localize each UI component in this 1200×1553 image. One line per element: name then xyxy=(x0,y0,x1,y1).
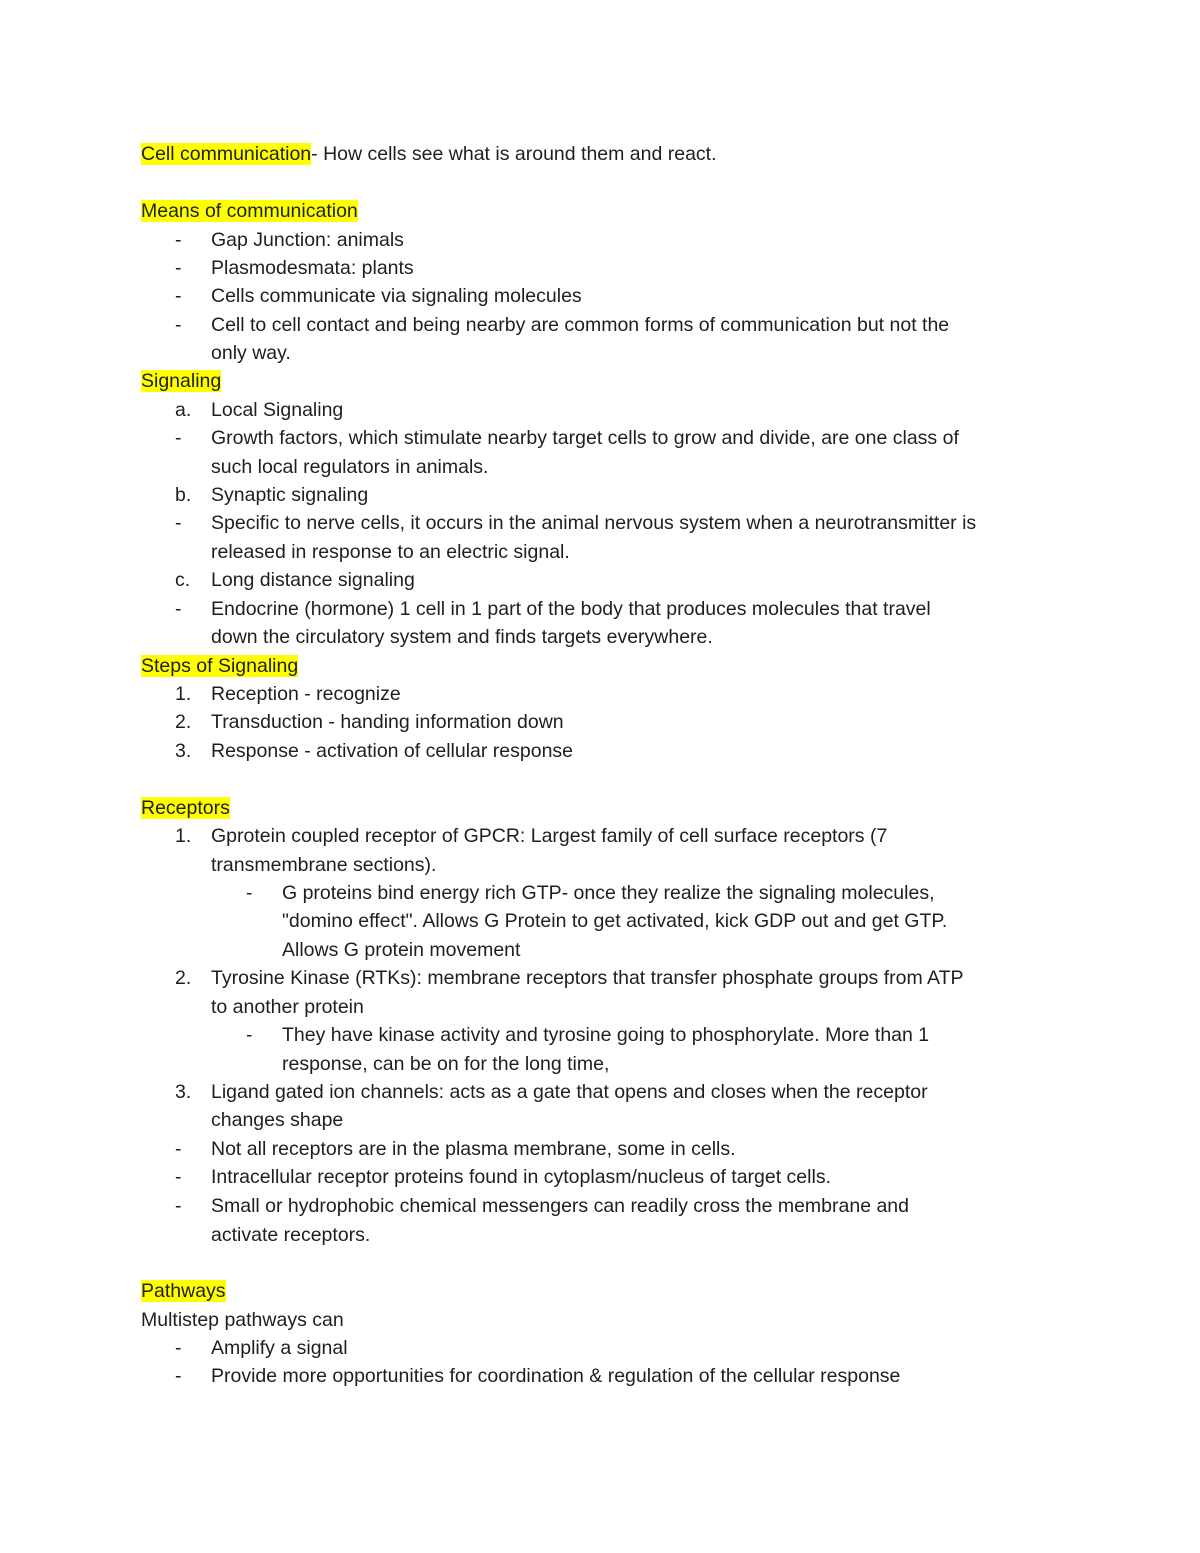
list-item: Local Signaling xyxy=(211,399,344,421)
list-marker: 3. xyxy=(175,1081,192,1103)
list-item-line: released in response to an electric signal. xyxy=(211,541,570,563)
list-item: Intracellular receptor proteins found in cytoplasm/nucleus of target cells. xyxy=(211,1166,831,1188)
receptors-heading: Receptors xyxy=(141,797,230,819)
sub-list-item-line: Allows G protein movement xyxy=(282,939,521,961)
list-item: Provide more opportunities for coordination & regulation of the cellular response xyxy=(211,1365,901,1387)
list-item-line: activate receptors. xyxy=(211,1224,371,1246)
sub-list-item-line: They have kinase activity and tyrosine going to phosphorylate. More than 1 xyxy=(282,1024,930,1046)
list-item: Amplify a signal xyxy=(211,1337,348,1359)
list-marker: - xyxy=(175,427,182,449)
list-item: Cells communicate via signaling molecules xyxy=(211,285,582,307)
list-marker: 1. xyxy=(175,683,192,705)
list-item-line: Gprotein coupled receptor of GPCR: Largest family of cell surface receptors (7 xyxy=(211,825,888,847)
list-item-line: Endocrine (hormone) 1 cell in 1 part of the body that produces molecules that travel xyxy=(211,598,931,620)
list-marker: - xyxy=(175,229,182,251)
list-marker: 2. xyxy=(175,711,192,733)
list-item-line: Cell to cell contact and being nearby are common forms of communication but not the xyxy=(211,314,950,336)
list-item-line: to another protein xyxy=(211,996,364,1018)
list-item-line: transmembrane sections). xyxy=(211,854,437,876)
list-item: Not all receptors are in the plasma membrane, some in cells. xyxy=(211,1138,736,1160)
sub-list-marker: - xyxy=(246,882,253,904)
sub-list-item-line: response, can be on for the long time, xyxy=(282,1053,610,1075)
intro-line xyxy=(141,140,717,168)
list-item-line: down the circulatory system and finds targets everywhere. xyxy=(211,626,713,648)
pathways-intro: Multistep pathways can xyxy=(141,1309,344,1331)
list-marker: 2. xyxy=(175,967,192,989)
list-item: Response - activation of cellular response xyxy=(211,740,574,762)
list-item: Synaptic signaling xyxy=(211,484,369,506)
list-item-line: such local regulators in animals. xyxy=(211,456,489,478)
list-item: Gap Junction: animals xyxy=(211,229,404,251)
list-marker: - xyxy=(175,1138,182,1160)
list-marker: - xyxy=(175,1166,182,1188)
intro-definition: - How cells see what is around them and react. xyxy=(311,143,717,165)
list-marker: - xyxy=(175,1365,182,1387)
list-item-line: Ligand gated ion channels: acts as a gate that opens and closes when the receptor xyxy=(211,1081,928,1103)
list-item: Plasmodesmata: plants xyxy=(211,257,414,279)
list-item-line: Tyrosine Kinase (RTKs): membrane receptors that transfer phosphate groups from ATP xyxy=(211,967,964,989)
pathways-heading: Pathways xyxy=(141,1280,226,1302)
sub-list-marker: - xyxy=(246,1024,253,1046)
sub-list-item-line: G proteins bind energy rich GTP- once they realize the signaling molecules, xyxy=(282,882,935,904)
list-item-line: changes shape xyxy=(211,1109,344,1131)
list-item-line: Small or hydrophobic chemical messengers can readily cross the membrane and xyxy=(211,1195,909,1217)
list-marker: 1. xyxy=(175,825,192,847)
list-marker: 3. xyxy=(175,740,192,762)
intro-term: Cell communication xyxy=(141,143,312,165)
sub-list-item-line: "domino effect". Allows G Protein to get activated, kick GDP out and get GTP. xyxy=(282,910,948,932)
list-marker: - xyxy=(175,1337,182,1359)
list-marker: c. xyxy=(175,569,191,591)
list-marker: a. xyxy=(175,399,192,421)
list-item-line: Specific to nerve cells, it occurs in the animal nervous system when a neurotransmitter is xyxy=(211,512,977,534)
list-marker: - xyxy=(175,598,182,620)
signaling-heading: Signaling xyxy=(141,370,222,392)
list-marker: - xyxy=(175,285,182,307)
list-item-line: Growth factors, which stimulate nearby target cells to grow and divide, are one class of xyxy=(211,427,959,449)
list-item: Transduction - handing information down xyxy=(211,711,564,733)
steps-heading: Steps of Signaling xyxy=(141,655,299,677)
list-marker: - xyxy=(175,314,182,336)
list-marker: - xyxy=(175,512,182,534)
list-item: Reception - recognize xyxy=(211,683,401,705)
list-marker: - xyxy=(175,257,182,279)
list-item: Long distance signaling xyxy=(211,569,415,591)
list-marker: b. xyxy=(175,484,192,506)
means-heading: Means of communication xyxy=(141,200,358,222)
list-marker: - xyxy=(175,1195,182,1217)
list-item-line: only way. xyxy=(211,342,291,364)
